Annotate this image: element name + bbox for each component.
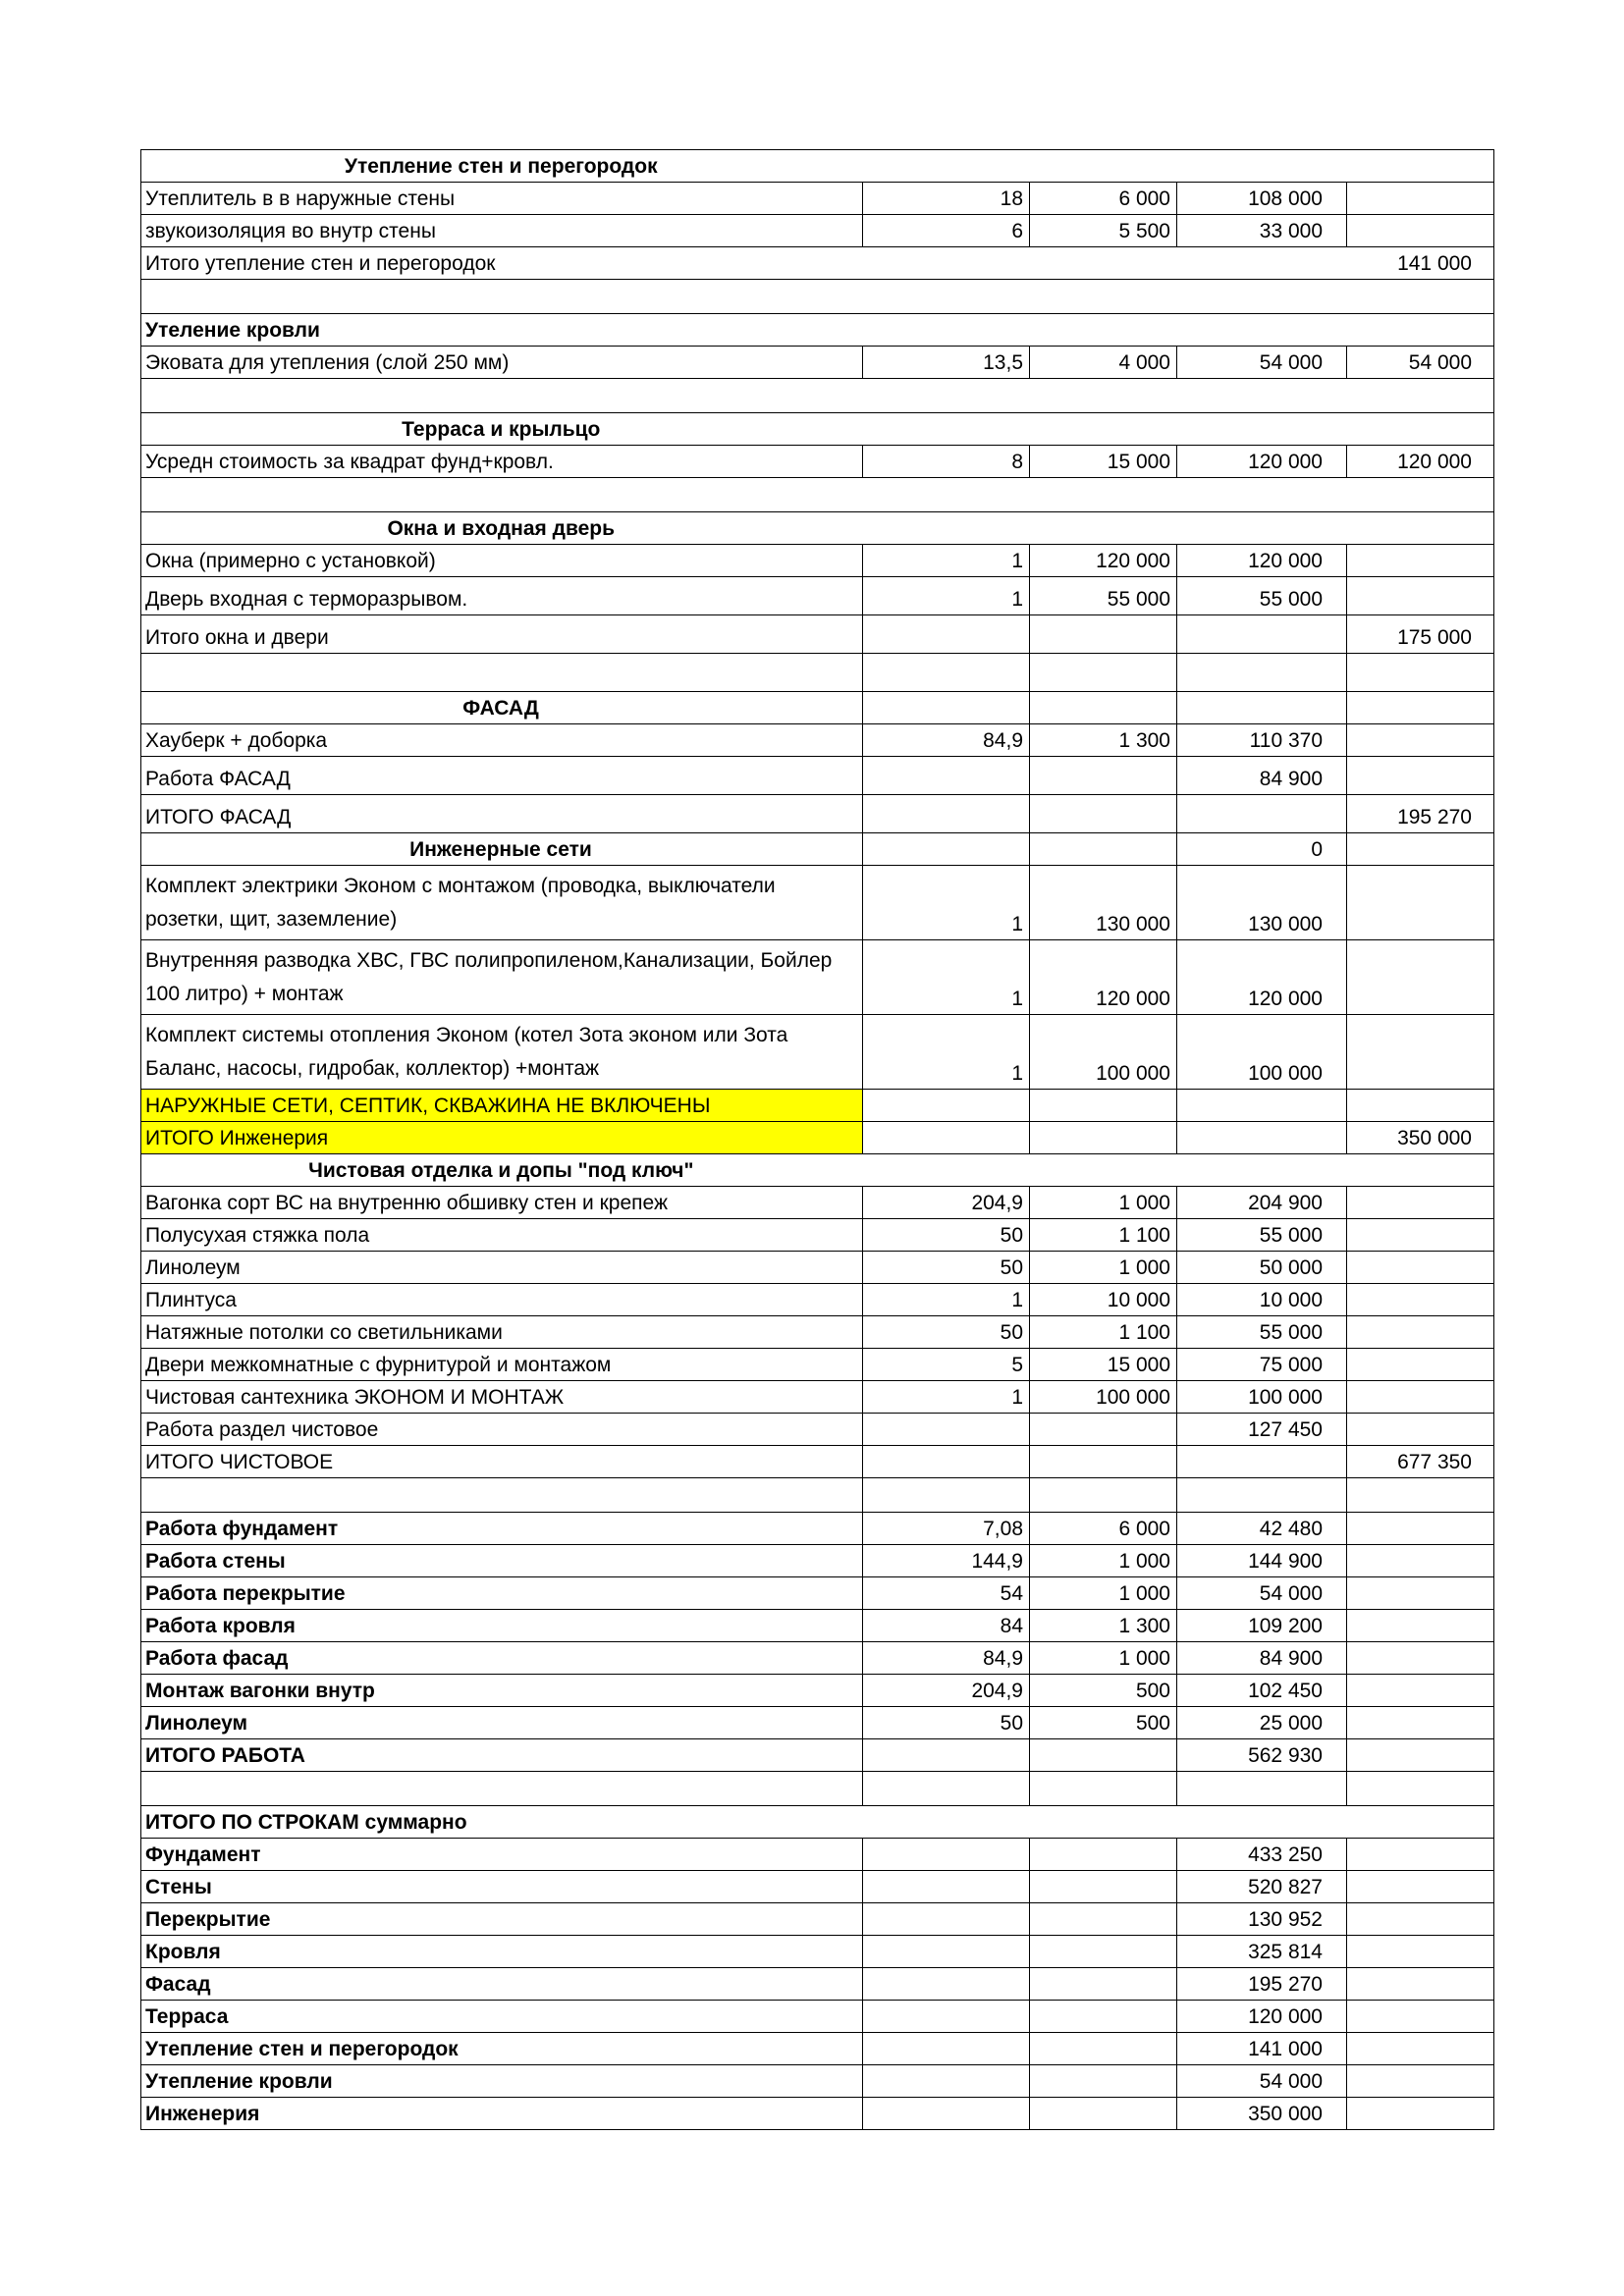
table-row [141, 1316, 1494, 1349]
table-row [141, 1577, 1494, 1610]
item-sum: 110 370 [1177, 724, 1347, 757]
table-row [141, 940, 1494, 1015]
section-title: Чистовая отделка и допы "под ключ" [141, 1154, 863, 1187]
estimate-table-body [141, 150, 1494, 2130]
total-label: Итого окна и двери [141, 615, 863, 654]
item-sum: 84 900 [1177, 1642, 1347, 1675]
total-row [141, 1446, 1494, 1478]
item-name: Линолеум [141, 1252, 863, 1284]
summary-row [141, 1968, 1494, 2001]
spacer-row [141, 654, 1494, 692]
item-sum: 25 000 [1177, 1707, 1347, 1739]
item-qty: 84,9 [863, 724, 1030, 757]
item-name: Дверь входная с терморазрывом. [141, 577, 863, 615]
item-sum: 120 000 [1177, 545, 1347, 577]
table-row [141, 1675, 1494, 1707]
item-qty: 1 [863, 545, 1030, 577]
summary-sum: 325 814 [1177, 1936, 1347, 1968]
item-name: Работа фасад [141, 1642, 863, 1675]
table-row [141, 1252, 1494, 1284]
summary-name: Перекрытие [141, 1903, 863, 1936]
item-name: Работа фундамент [141, 1513, 863, 1545]
item-sum: 108 000 [1177, 183, 1347, 215]
table-row [141, 1610, 1494, 1642]
item-sum: 84 900 [1177, 757, 1347, 795]
item-sum: 55 000 [1177, 577, 1347, 615]
item-price: 10 000 [1030, 1284, 1177, 1316]
item-price: 1 000 [1030, 1642, 1177, 1675]
item-qty: 50 [863, 1252, 1030, 1284]
spacer-row [141, 1772, 1494, 1806]
summary-sum: 195 270 [1177, 1968, 1347, 2001]
total-value: 141 000 [1347, 247, 1494, 280]
summary-name: Утепление стен и перегородок [141, 2033, 863, 2065]
item-price: 6 000 [1030, 1513, 1177, 1545]
summary-sum: 141 000 [1177, 2033, 1347, 2065]
item-sum: 102 450 [1177, 1675, 1347, 1707]
item-qty: 7,08 [863, 1513, 1030, 1545]
total-value: 120 000 [1347, 446, 1494, 478]
item-name: Полусухая стяжка пола [141, 1219, 863, 1252]
item-name: Утеплитель в в наружные стены [141, 183, 863, 215]
estimate-sheet [140, 149, 1493, 2130]
table-row [141, 757, 1494, 795]
section-title: Окна и входная дверь [141, 512, 863, 545]
summary-sum: 520 827 [1177, 1871, 1347, 1903]
highlighted-note: НАРУЖНЫЕ СЕТИ, СЕПТИК, СКВАЖИНА НЕ ВКЛЮЧЕНЫ [141, 1090, 863, 1122]
section-header-facade [141, 692, 1494, 724]
section-header-summary [141, 1806, 1494, 1839]
section-title: Утеление кровли [141, 314, 863, 347]
item-price: 5 500 [1030, 215, 1177, 247]
note-row [141, 1090, 1494, 1122]
item-qty: 144,9 [863, 1545, 1030, 1577]
summary-sum: 120 000 [1177, 2001, 1347, 2033]
table-row [141, 1381, 1494, 1414]
summary-row [141, 1903, 1494, 1936]
item-name: Комплект системы отопления Эконом (котел Зота эконом или Зота Баланс, насосы, гидробак, коллектор) +монтаж [141, 1015, 863, 1090]
estimate-table [140, 149, 1494, 2130]
item-price: 6 000 [1030, 183, 1177, 215]
item-sum: 109 200 [1177, 1610, 1347, 1642]
item-price: 100 000 [1030, 1015, 1177, 1090]
item-name: Линолеум [141, 1707, 863, 1739]
table-row [141, 1219, 1494, 1252]
table-row [141, 347, 1494, 379]
item-price: 1 100 [1030, 1219, 1177, 1252]
summary-row [141, 2001, 1494, 2033]
item-sum: 120 000 [1177, 446, 1347, 478]
item-sum: 144 900 [1177, 1545, 1347, 1577]
item-sum: 0 [1177, 833, 1347, 866]
item-sum: 55 000 [1177, 1219, 1347, 1252]
item-qty: 1 [863, 1015, 1030, 1090]
section-header-roof-insulation [141, 314, 1494, 347]
section-title: Терраса и крыльцо [141, 413, 863, 446]
summary-name: Фундамент [141, 1839, 863, 1871]
item-sum: 100 000 [1177, 1381, 1347, 1414]
spacer-row [141, 379, 1494, 413]
item-sum: 204 900 [1177, 1187, 1347, 1219]
summary-name: Фасад [141, 1968, 863, 2001]
item-qty: 1 [863, 940, 1030, 1015]
item-price: 1 000 [1030, 1187, 1177, 1219]
summary-row [141, 2098, 1494, 2130]
item-sum: 54 000 [1177, 1577, 1347, 1610]
section-title: Инженерные сети [141, 833, 863, 866]
item-name: Окна (примерно с установкой) [141, 545, 863, 577]
item-qty: 50 [863, 1707, 1030, 1739]
item-price: 1 000 [1030, 1577, 1177, 1610]
item-name: Работа раздел чистовое [141, 1414, 863, 1446]
item-price: 120 000 [1030, 940, 1177, 1015]
item-qty: 6 [863, 215, 1030, 247]
total-label: ИТОГО ФАСАД [141, 795, 863, 833]
item-name: Работа перекрытие [141, 1577, 863, 1610]
item-sum: 130 000 [1177, 866, 1347, 940]
item-name: Хауберк + доборка [141, 724, 863, 757]
table-row [141, 724, 1494, 757]
section-header-insulation [141, 150, 1494, 183]
table-row [141, 1707, 1494, 1739]
total-row [141, 1122, 1494, 1154]
item-name: Работа ФАСАД [141, 757, 863, 795]
item-sum: 33 000 [1177, 215, 1347, 247]
total-value: 350 000 [1347, 1122, 1494, 1154]
section-title: ИТОГО ПО СТРОКАМ суммарно [141, 1806, 863, 1839]
section-header-finishing [141, 1154, 1494, 1187]
item-name: Внутренняя разводка ХВС, ГВС полипропиленом,Канализации, Бойлер 100 литро) + монтаж [141, 940, 863, 1015]
table-row [141, 1187, 1494, 1219]
item-sum: 10 000 [1177, 1284, 1347, 1316]
table-row [141, 1642, 1494, 1675]
item-price: 1 100 [1030, 1316, 1177, 1349]
item-price: 1 300 [1030, 1610, 1177, 1642]
item-price: 100 000 [1030, 1381, 1177, 1414]
item-price: 500 [1030, 1675, 1177, 1707]
summary-row [141, 1936, 1494, 1968]
table-row [141, 446, 1494, 478]
item-sum: 75 000 [1177, 1349, 1347, 1381]
table-row [141, 1414, 1494, 1446]
item-price: 15 000 [1030, 446, 1177, 478]
total-row [141, 247, 1494, 280]
item-name: Усредн стоимость за квадрат фунд+кровл. [141, 446, 863, 478]
item-sum: 100 000 [1177, 1015, 1347, 1090]
section-title: Утепление стен и перегородок [141, 150, 863, 183]
item-sum: 120 000 [1177, 940, 1347, 1015]
summary-sum: 130 952 [1177, 1903, 1347, 1936]
spacer-row [141, 1478, 1494, 1513]
summary-name: Кровля [141, 1936, 863, 1968]
table-row [141, 1545, 1494, 1577]
item-qty: 54 [863, 1577, 1030, 1610]
summary-sum: 350 000 [1177, 2098, 1347, 2130]
spacer-row [141, 478, 1494, 512]
total-label: Итого утепление стен и перегородок [141, 247, 863, 280]
item-qty: 50 [863, 1219, 1030, 1252]
item-price: 1 000 [1030, 1545, 1177, 1577]
summary-row [141, 2065, 1494, 2098]
total-value: 562 930 [1177, 1739, 1347, 1772]
total-row [141, 615, 1494, 654]
summary-row [141, 2033, 1494, 2065]
item-qty: 50 [863, 1316, 1030, 1349]
item-qty: 1 [863, 1284, 1030, 1316]
item-price: 55 000 [1030, 577, 1177, 615]
item-qty: 84 [863, 1610, 1030, 1642]
item-price: 500 [1030, 1707, 1177, 1739]
item-qty: 1 [863, 1381, 1030, 1414]
section-header-engineering [141, 833, 1494, 866]
item-price: 1 000 [1030, 1252, 1177, 1284]
table-row [141, 866, 1494, 940]
item-sum: 127 450 [1177, 1414, 1347, 1446]
item-name: Чистовая сантехника ЭКОНОМ И МОНТАЖ [141, 1381, 863, 1414]
total-value: 54 000 [1347, 347, 1494, 379]
total-row [141, 795, 1494, 833]
summary-row [141, 1871, 1494, 1903]
total-value: 175 000 [1347, 615, 1494, 654]
table-row [141, 215, 1494, 247]
section-header-windows [141, 512, 1494, 545]
summary-name: Терраса [141, 2001, 863, 2033]
item-sum: 50 000 [1177, 1252, 1347, 1284]
item-qty: 5 [863, 1349, 1030, 1381]
item-price: 15 000 [1030, 1349, 1177, 1381]
item-price: 1 300 [1030, 724, 1177, 757]
item-qty: 1 [863, 866, 1030, 940]
section-header-terrace [141, 413, 1494, 446]
total-label: ИТОГО ЧИСТОВОЕ [141, 1446, 863, 1478]
item-name: Плинтуса [141, 1284, 863, 1316]
summary-name: Утепление кровли [141, 2065, 863, 2098]
total-value: 195 270 [1347, 795, 1494, 833]
table-row [141, 1513, 1494, 1545]
item-name: звукоизоляция во внутр стены [141, 215, 863, 247]
item-name: Натяжные потолки со светильниками [141, 1316, 863, 1349]
item-qty: 8 [863, 446, 1030, 478]
table-row [141, 1284, 1494, 1316]
summary-sum: 433 250 [1177, 1839, 1347, 1871]
table-row [141, 545, 1494, 577]
table-row [141, 1349, 1494, 1381]
item-sum: 42 480 [1177, 1513, 1347, 1545]
item-qty: 1 [863, 577, 1030, 615]
table-row [141, 1015, 1494, 1090]
item-sum: 55 000 [1177, 1316, 1347, 1349]
item-qty: 84,9 [863, 1642, 1030, 1675]
spacer-row [141, 280, 1494, 314]
item-price: 120 000 [1030, 545, 1177, 577]
summary-row [141, 1839, 1494, 1871]
table-row [141, 577, 1494, 615]
item-name: Вагонка сорт ВС на внутренню обшивку стен и крепеж [141, 1187, 863, 1219]
section-title: ФАСАД [141, 692, 863, 724]
summary-name: Инженерия [141, 2098, 863, 2130]
item-name: Работа кровля [141, 1610, 863, 1642]
total-row [141, 1739, 1494, 1772]
item-qty: 204,9 [863, 1187, 1030, 1219]
item-name: Комплект электрики Эконом с монтажом (проводка, выключатели розетки, щит, заземление) [141, 866, 863, 940]
item-qty: 13,5 [863, 347, 1030, 379]
item-name: Монтаж вагонки внутр [141, 1675, 863, 1707]
summary-sum: 54 000 [1177, 2065, 1347, 2098]
table-row [141, 183, 1494, 215]
item-qty: 18 [863, 183, 1030, 215]
item-name: Двери межкомнатные с фурнитурой и монтажом [141, 1349, 863, 1381]
item-price: 130 000 [1030, 866, 1177, 940]
total-label: ИТОГО Инженерия [141, 1122, 863, 1154]
total-value: 677 350 [1347, 1446, 1494, 1478]
item-qty: 204,9 [863, 1675, 1030, 1707]
summary-name: Стены [141, 1871, 863, 1903]
item-name: Эковата для утепления (слой 250 мм) [141, 347, 863, 379]
item-price: 4 000 [1030, 347, 1177, 379]
item-name: Работа стены [141, 1545, 863, 1577]
item-sum: 54 000 [1177, 347, 1347, 379]
total-label: ИТОГО РАБОТА [141, 1739, 863, 1772]
